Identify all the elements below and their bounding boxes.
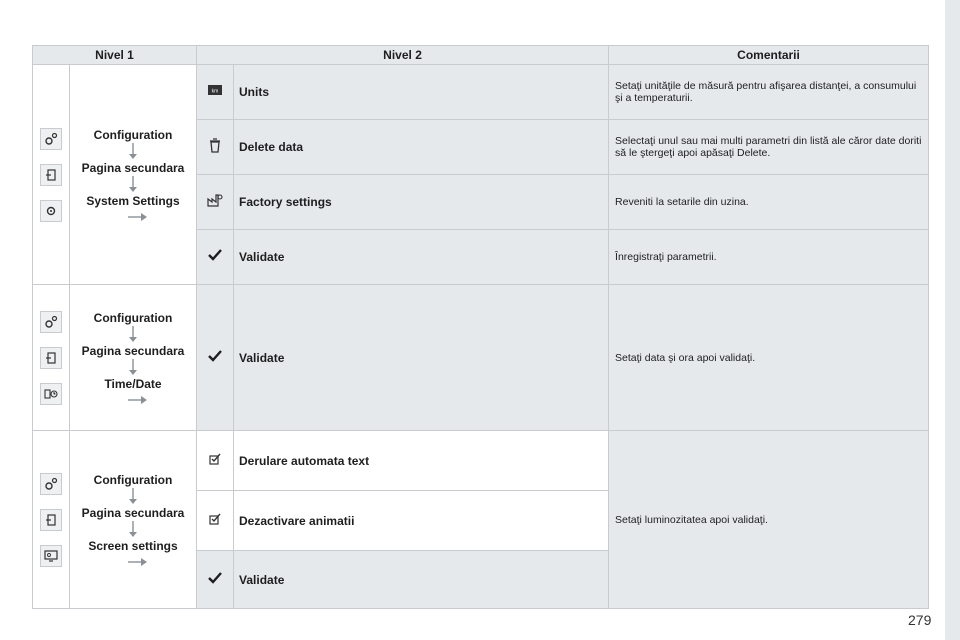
settings-icon (40, 128, 62, 150)
comment-text: Setaţi data şi ora apoi validaţi. (609, 285, 929, 431)
path-step: Configuration (93, 127, 173, 142)
path-step: Pagina secundara (81, 505, 185, 520)
level2-label: Units (234, 65, 609, 120)
comment-text: Selectaţi unul sau mai multi parametri din listă ale căror date doriti să le ştergeţi apoi apăsaţi Delete. (609, 120, 929, 175)
path-step: Pagina secundara (81, 343, 185, 358)
group2-path (70, 285, 197, 431)
arrow-down-icon (127, 359, 139, 377)
arrow-right-icon (128, 557, 148, 567)
level2-label: Dezactivare animatii (234, 491, 609, 551)
page-icon (40, 347, 62, 369)
checkbox-icon (197, 431, 234, 491)
units-icon (197, 65, 234, 120)
comment-text: Reveniti la setarile din uzina. (609, 175, 929, 230)
comment-text: Setaţi unităţile de măsură pentru afişarea distanţei, a consumului şi a temperaturii. (609, 65, 929, 120)
comment-text: Setaţi luminozitatea apoi validaţi. (609, 431, 929, 609)
group2-icons (33, 285, 70, 431)
arrow-down-icon (127, 521, 139, 539)
level2-label: Derulare automata text (234, 431, 609, 491)
system-settings-icon (40, 200, 62, 222)
level2-label: Factory settings (234, 175, 609, 230)
page-number: 279 (908, 612, 932, 628)
arrow-right-icon (128, 212, 148, 222)
svg-text:km: km (211, 88, 219, 94)
factory-settings-icon (197, 175, 234, 230)
path-step: Time/Date (104, 376, 162, 391)
arrow-down-icon (127, 143, 139, 161)
page-icon (40, 509, 62, 531)
arrow-down-icon (127, 488, 139, 506)
time-date-icon (40, 383, 62, 405)
page-icon (40, 164, 62, 186)
path-step: Screen settings (88, 538, 178, 553)
check-icon (197, 551, 234, 609)
settings-icon (40, 473, 62, 495)
checkbox-icon (197, 491, 234, 551)
arrow-down-icon (127, 326, 139, 344)
table-row (33, 285, 929, 431)
arrow-right-icon (128, 395, 148, 405)
header-comentarii: Comentarii (609, 46, 929, 65)
group3-icons (33, 431, 70, 609)
screen-settings-icon (40, 545, 62, 567)
settings-table (32, 45, 929, 609)
level2-label: Validate (234, 285, 609, 431)
check-icon (197, 230, 234, 285)
settings-icon (40, 311, 62, 333)
table-row (33, 65, 929, 120)
check-icon (197, 285, 234, 431)
level2-label: Delete data (234, 120, 609, 175)
path-step: Configuration (93, 310, 173, 325)
delete-data-icon (197, 120, 234, 175)
group1-icons (33, 65, 70, 285)
group3-path (70, 431, 197, 609)
comment-text: Înregistraţi parametrii. (609, 230, 929, 285)
path-step: Configuration (93, 472, 173, 487)
path-step: Pagina secundara (81, 160, 185, 175)
arrow-down-icon (127, 176, 139, 194)
table-row (33, 431, 929, 491)
header-nivel2: Nivel 2 (197, 46, 609, 65)
page-edge-tab (945, 0, 960, 640)
level2-label: Validate (234, 551, 609, 609)
group1-path (70, 65, 197, 285)
path-step: System Settings (86, 193, 180, 208)
level2-label: Validate (234, 230, 609, 285)
header-nivel1: Nivel 1 (33, 46, 197, 65)
table-header-row (33, 46, 929, 65)
